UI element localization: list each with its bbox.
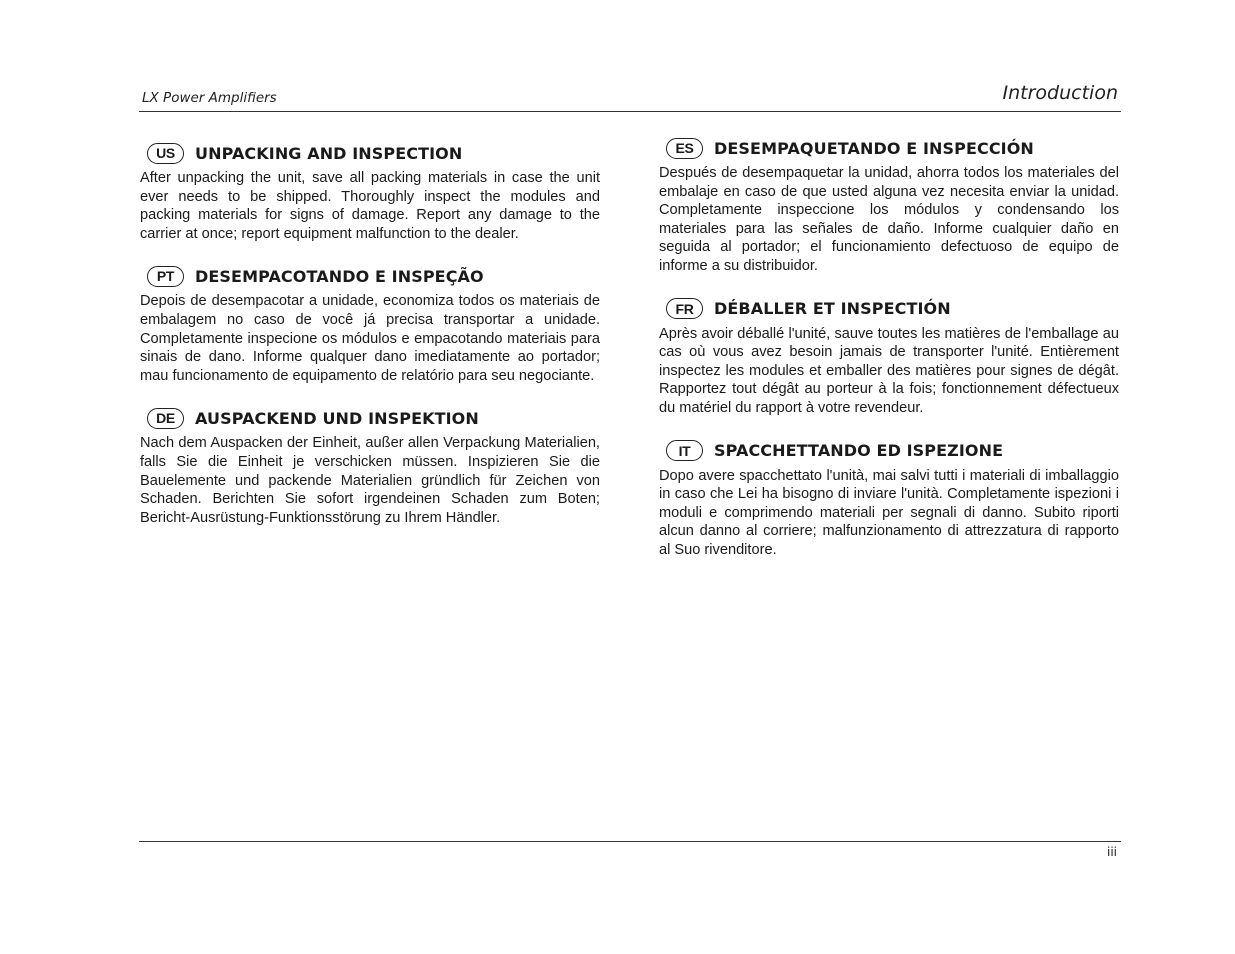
section-pt xyxy=(140,264,600,385)
section-header xyxy=(659,297,1119,321)
section-body: Después de desempaquetar la unidad, ahorra todos los materiales del embalaje en caso de que usted alguna vez necesita enviar la unidad. Completamente inspeccione los módulos y condensando los materiales para las señales de daño. Informe cualquier daño en seguida al portador; el funcionamiento defectuoso de equipo de informe a su distribuidor. xyxy=(659,165,1119,274)
section-title: DÉBALLER ET INSPECTIÓN xyxy=(714,299,951,319)
section-body: Dopo avere spacchettato l'unità, mai salvi tutti i materiali di imballaggio in caso che Lei ha bisogno di inviare l'unità. Completamente ispezioni i moduli e comprimendo materiali per segnali di danno. Subito riporti alcun danno al corriere; malfunzionamento di attrezzatura di rapporto al Suo rivenditore. xyxy=(659,467,1119,558)
section-body: After unpacking the unit, save all packing materials in case the unit ever needs to be shipped. Thoroughly inspect the modules and packing materials for signs of damage. Report any damage to the carrier at once; report equipment malfunction to the dealer. xyxy=(140,170,600,242)
section-title: UNPACKING AND INSPECTION xyxy=(195,143,463,163)
language-badge-us: US xyxy=(147,143,184,164)
section-de xyxy=(140,406,600,527)
section-es xyxy=(659,136,1119,276)
section-header xyxy=(659,136,1119,160)
footer-rule xyxy=(139,841,1121,842)
page-number: iii xyxy=(1106,845,1117,859)
section-title: DESEMPAQUETANDO E INSPECCIÓN xyxy=(714,138,1034,158)
header-product-name: LX Power Amplifiers xyxy=(142,90,277,106)
language-badge-de: DE xyxy=(147,408,184,429)
section-body: Après avoir déballé l'unité, sauve toutes les matières de l'emballage au cas où vous avez besoin jamais de transporter l'unité. Entièrement inspectez les modules et emballer des matières pour signes de dégât. Rapportez tout dégât au porteur à la fois; fonctionnement défectueux du matériel du rapport à votre revendeur. xyxy=(659,325,1119,416)
language-badge-it: IT xyxy=(666,440,703,461)
header-chapter-title: Introduction xyxy=(1002,82,1118,104)
section-title: AUSPACKEND UND INSPEKTION xyxy=(195,408,479,428)
language-badge-fr: FR xyxy=(666,298,703,319)
section-body: Nach dem Auspacken der Einheit, außer allen Verpackung Materialien, falls Sie die Einheit je verschicken müssen. Inspizieren Sie die Bauelemente und packende Materialien gründlich für Zeichen von Schaden. Berichten Sie sofort irgendeinen Schaden zum Boten; Bericht-Ausrüstung-Funktionsstörung zu Ihrem Händler. xyxy=(140,435,600,526)
section-header xyxy=(140,141,600,165)
section-header xyxy=(140,406,600,430)
language-badge-es: ES xyxy=(666,138,703,159)
section-header xyxy=(140,264,600,288)
section-us xyxy=(140,141,600,243)
header-rule xyxy=(139,111,1121,112)
section-title: SPACCHETTANDO ED ISPEZIONE xyxy=(714,441,1004,461)
section-body: Depois de desempacotar a unidade, economiza todos os materiais de embalagem no caso de você já precisa transportar a unidade. Completamente inspecione os módulos e empacotando materiais para sinais de dano. Informe qualquer dano imediatamente ao portador; mau funcionamento de equipamento de relatório para seu negociante. xyxy=(140,293,600,384)
language-badge-pt: PT xyxy=(147,266,184,287)
right-column xyxy=(659,136,1119,581)
left-column xyxy=(140,141,600,548)
section-it xyxy=(659,439,1119,560)
section-header xyxy=(659,439,1119,463)
section-title: DESEMPACOTANDO E INSPEÇÃO xyxy=(195,266,484,286)
section-fr xyxy=(659,297,1119,418)
